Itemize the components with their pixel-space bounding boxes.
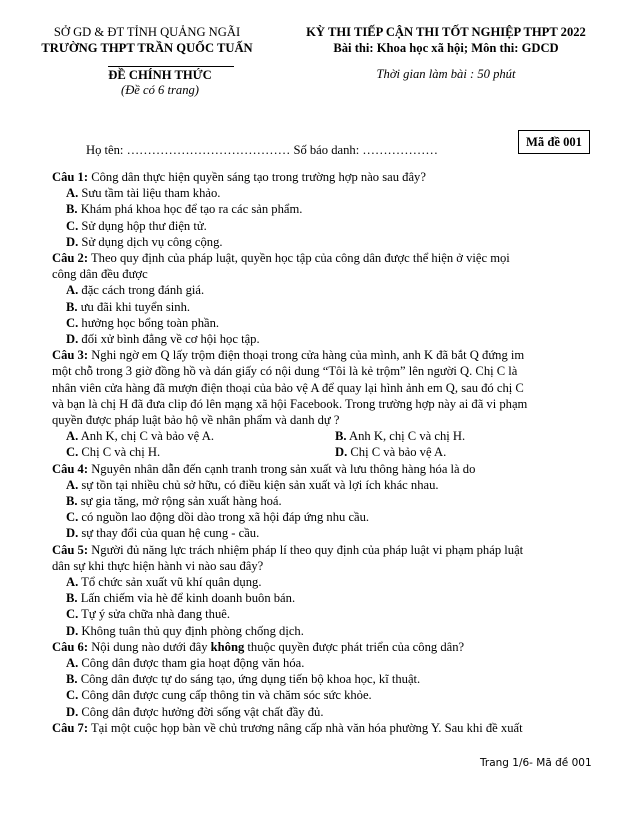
- question-text: Nội dung nào dưới đây: [88, 639, 211, 654]
- answer-option-b: [66, 493, 282, 509]
- option-letter: D.: [66, 234, 79, 249]
- option-letter: A.: [66, 283, 79, 298]
- question-stem-continued: [52, 266, 586, 282]
- option-text: ưu đãi khi tuyển sinh.: [77, 299, 191, 314]
- option-letter: B.: [66, 672, 78, 687]
- question-text: Công dân thực hiện quyền sáng tạo trong trường hợp nào sau đây?: [88, 170, 426, 184]
- option-text: Công dân được cung cấp thông tin và chăm sóc sức khỏe.: [78, 688, 372, 703]
- option-text: Chị C và chị H.: [78, 445, 161, 460]
- answer-option-a: [66, 282, 204, 298]
- option-letter: D.: [66, 526, 79, 541]
- option-text: Sử dụng dịch vụ công cộng.: [78, 234, 223, 249]
- answer-option-d: [66, 623, 304, 639]
- exam-time: Thời gian làm bài : 50 phút: [376, 67, 516, 81]
- option-letter: C.: [66, 607, 79, 622]
- option-text: Công dân được hưởng đời sống vật chất đầy đủ.: [78, 704, 324, 719]
- question-stem-continued: [52, 363, 586, 379]
- answer-option-d: [66, 704, 324, 720]
- option-letter: C.: [66, 218, 79, 233]
- option-letter: C.: [66, 445, 79, 460]
- option-text: đối xử bình đẳng về cơ hội học tập.: [78, 332, 260, 346]
- option-text: Tổ chức sản xuất vũ khí quân dụng.: [78, 575, 262, 589]
- option-letter: A.: [66, 656, 79, 670]
- question-stem: [52, 639, 586, 655]
- option-letter: C.: [66, 688, 79, 703]
- option-text: Anh K, chị C và bảo vệ A.: [78, 429, 214, 444]
- question-text: thuộc quyền được phát triển của công dân?: [244, 639, 465, 654]
- candidate-name-field: Họ tên: ………………………………… Số báo danh: ………………: [86, 143, 438, 157]
- option-letter: A.: [66, 429, 79, 444]
- option-letter: D.: [66, 623, 79, 638]
- option-text: Tự ý sửa chữa nhà đang thuê.: [78, 607, 230, 622]
- question-stem-continued: [52, 558, 586, 574]
- question-label: Câu 7:: [52, 720, 89, 735]
- answer-option-c: [66, 444, 160, 460]
- option-letter: D.: [66, 332, 79, 346]
- question-text: Người đủ năng lực trách nhiệm pháp lí theo quy định của pháp luật vi phạm pháp luật: [88, 542, 524, 557]
- answer-option-a: [66, 655, 304, 671]
- option-letter: B.: [66, 299, 78, 314]
- question-stem-continued: [52, 412, 586, 428]
- question-text: Theo quy định của pháp luật, quyền học tập của công dân được thể hiện ở việc mọi: [88, 251, 510, 265]
- answer-option-c: [66, 218, 207, 234]
- option-letter: D.: [335, 445, 348, 460]
- option-letter: B.: [335, 429, 347, 444]
- question-text: Nghi ngờ em Q lấy trộm điện thoại trong cửa hàng của mình, anh K đã bắt Q đứng im: [88, 348, 525, 363]
- question-label: Câu 2:: [52, 251, 89, 265]
- option-text: Sử dụng hộp thư điện tử.: [78, 218, 207, 233]
- question-stem-continued: [52, 396, 586, 412]
- option-letter: B.: [66, 494, 78, 508]
- option-text: Công dân được tự do sáng tạo, ứng dụng tiến bộ khoa học, kĩ thuật.: [77, 672, 421, 687]
- question-label: Câu 5:: [52, 542, 89, 557]
- answer-option-d: [66, 234, 223, 250]
- option-text: Lấn chiếm vỉa hè để kinh doanh buôn bán.: [77, 591, 296, 606]
- question-stem: [52, 250, 586, 266]
- option-letter: B.: [66, 202, 78, 217]
- answer-option-a: [66, 428, 214, 444]
- question-text: Tại một cuộc họp bàn về chủ trương nâng cấp nhà văn hóa phường Y. Sau khi đề xuất: [88, 720, 523, 735]
- emphasis-word: không: [210, 639, 245, 654]
- answer-option-a: [66, 185, 220, 201]
- department-name: SỞ GD & ĐT TỈNH QUẢNG NGÃI: [53, 25, 241, 39]
- option-letter: B.: [66, 591, 78, 606]
- question-text: công dân đều được: [52, 267, 148, 282]
- exam-title: KỲ THI TIẾP CẬN THI TỐT NGHIỆP THPT 2022: [306, 25, 586, 39]
- question-text: Nguyên nhân dẫn đến cạnh tranh trong sản xuất và lưu thông hàng hóa là do: [88, 461, 476, 476]
- option-letter: A.: [66, 575, 79, 589]
- question-stem: [52, 720, 586, 736]
- answer-option-a: [66, 477, 439, 493]
- question-stem: [52, 169, 586, 185]
- question-text: dân sự khi thực hiện hành vi nào sau đây?: [52, 558, 264, 573]
- answer-option-d: [335, 444, 446, 460]
- option-text: sự tồn tại nhiều chủ sở hữu, có điều kiện sản xuất và lợi ích khác nhau.: [78, 477, 439, 492]
- option-text: Anh K, chị C và chị H.: [346, 429, 466, 444]
- question-stem: [52, 347, 586, 363]
- option-text: Khám phá khoa học để tạo ra các sản phẩm.: [77, 202, 303, 217]
- question-label: Câu 3:: [52, 348, 89, 363]
- answer-option-c: [66, 687, 372, 703]
- header-divider: [108, 66, 234, 67]
- question-stem-continued: [52, 380, 586, 396]
- exam-subject: Bài thi: Khoa học xã hội; Môn thi: GDCD: [333, 41, 559, 55]
- option-letter: C.: [66, 315, 79, 330]
- answer-option-c: [66, 606, 230, 622]
- answer-option-c: [66, 509, 369, 525]
- question-text: nhân viên cửa hàng đã mượn điện thoại của bảo vệ A để quay lại hình ảnh em Q, sau đó chị C: [52, 380, 524, 395]
- official-label: ĐỀ CHÍNH THỨC: [108, 68, 212, 82]
- question-stem: [52, 461, 586, 477]
- answer-option-b: [66, 201, 302, 217]
- answer-option-b: [66, 299, 190, 315]
- school-name: TRƯỜNG THPT TRẦN QUỐC TUẤN: [41, 41, 253, 55]
- option-text: có nguồn lao động dồi dào trong xã hội đáp ứng nhu cầu.: [78, 510, 370, 525]
- question-label: Câu 1:: [52, 170, 89, 184]
- question-label: Câu 6:: [52, 639, 89, 654]
- option-text: Sưu tầm tài liệu tham khảo.: [78, 186, 221, 201]
- question-label: Câu 4:: [52, 461, 89, 476]
- answer-option-c: [66, 315, 219, 331]
- question-stem: [52, 542, 586, 558]
- option-text: Không tuân thủ quy định phòng chống dịch.: [78, 623, 304, 638]
- answer-option-b: [335, 428, 465, 444]
- pages-note: (Đề có 6 trang): [121, 83, 199, 97]
- option-letter: A.: [66, 186, 79, 201]
- option-text: sự thay đổi của quan hệ cung - cầu.: [78, 526, 260, 541]
- question-text: một chỗ trong 3 giờ đồng hồ và dán giấy có nội dung “Tôi là kẻ trộm” lên người Q. Chị C là: [52, 364, 518, 379]
- option-text: Chị C và bảo vệ A.: [347, 445, 447, 460]
- exam-code-box: Mã đề 001: [518, 130, 590, 154]
- answer-option-b: [66, 671, 420, 687]
- answer-option-d: [66, 525, 259, 541]
- answer-option-d: [66, 331, 260, 347]
- option-text: Công dân được tham gia hoạt động văn hóa.: [78, 656, 305, 670]
- option-letter: A.: [66, 477, 79, 492]
- question-text: và bạn là chị H đã đưa clip đó lên mạng xã hội Facebook. Trong trường hợp này ai đã vi phạm: [52, 396, 528, 411]
- page-footer: Trang 1/6- Mã đề 001: [480, 757, 592, 769]
- question-text: quyền được pháp luật bảo hộ về nhân phẩm và danh dự ?: [52, 413, 340, 427]
- option-text: đặc cách trong đánh giá.: [78, 283, 205, 298]
- option-text: hưởng học bổng toàn phần.: [78, 315, 220, 330]
- option-text: sự gia tăng, mở rộng sản xuất hàng hoá.: [77, 494, 282, 508]
- option-letter: C.: [66, 510, 79, 525]
- option-letter: D.: [66, 704, 79, 719]
- answer-option-a: [66, 574, 261, 590]
- answer-option-b: [66, 590, 295, 606]
